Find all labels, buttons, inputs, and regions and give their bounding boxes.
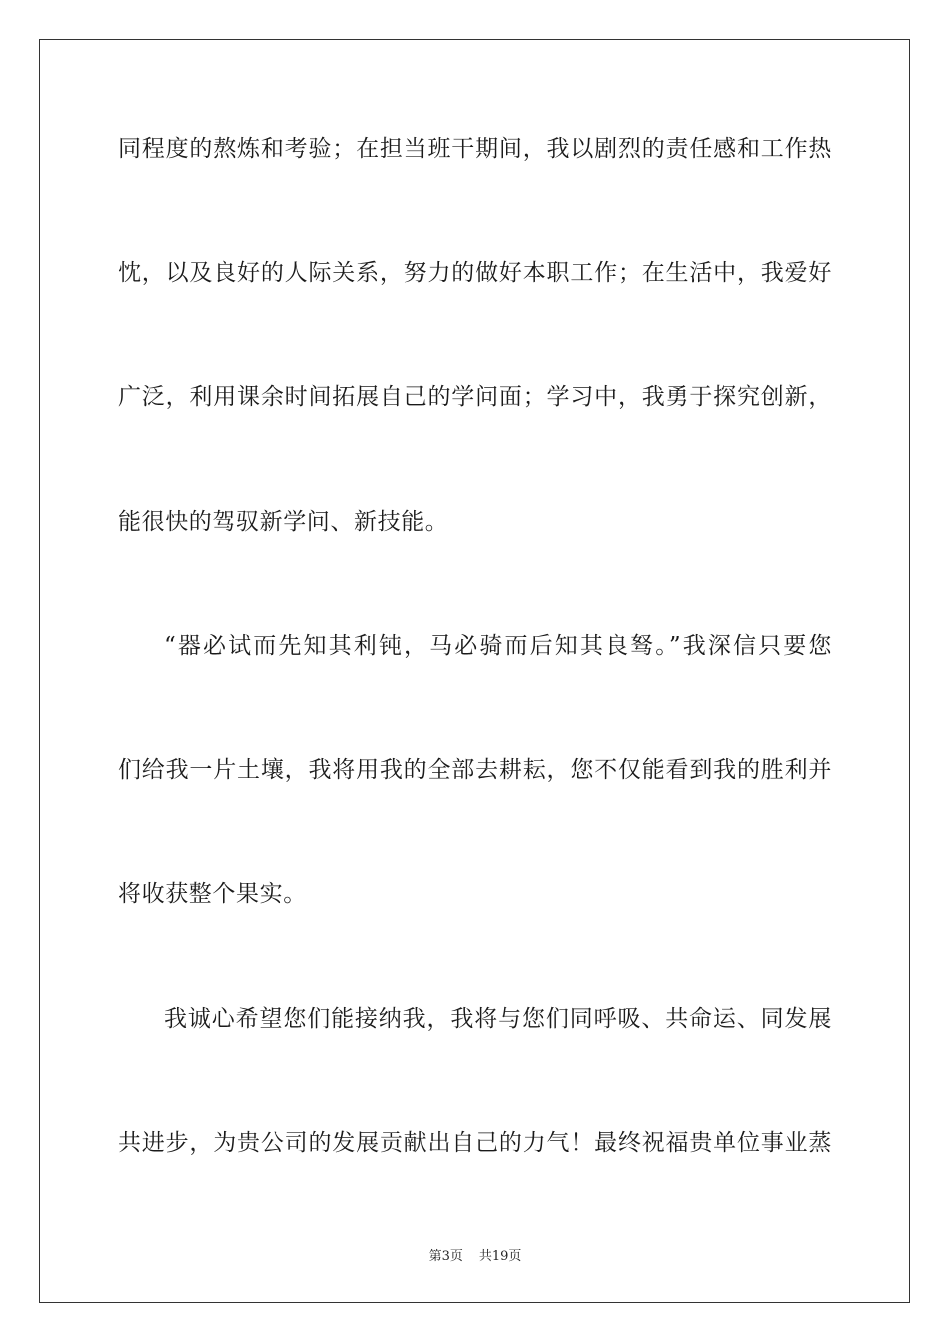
text-line-2: 忱，以及良好的人际关系，努力的做好本职工作；在生活中，我爱好 (118, 260, 832, 286)
text-line-9: 共进步，为贵公司的发展贡献出自己的力气！最终祝福贵单位事业蒸 (118, 1130, 832, 1156)
text-line-4: 能很快的驾驭新学问、新技能。 (118, 509, 449, 535)
page-number: 第3页 (428, 1249, 463, 1264)
text-line-6: 们给我一片土壤，我将用我的全部去耕耘，您不仅能看到我的胜利并 (118, 757, 832, 783)
page-border (39, 39, 910, 1303)
text-line-1: 同程度的熬炼和考验；在担当班干期间，我以剧烈的责任感和工作热 (118, 136, 832, 162)
text-line-8: 我诚心希望您们能接纳我，我将与您们同呼吸、共命运、同发展 (164, 1006, 832, 1032)
text-line-7: 将收获整个果实。 (118, 881, 307, 907)
page-footer (0, 1248, 950, 1266)
page-total: 共19页 (478, 1249, 522, 1264)
text-line-3: 广泛，利用课余时间拓展自己的学问面；学习中，我勇于探究创新， (118, 384, 832, 410)
text-line-5: “器必试而先知其利钝，马必骑而后知其良驽。”我深信只要您 (164, 633, 832, 659)
